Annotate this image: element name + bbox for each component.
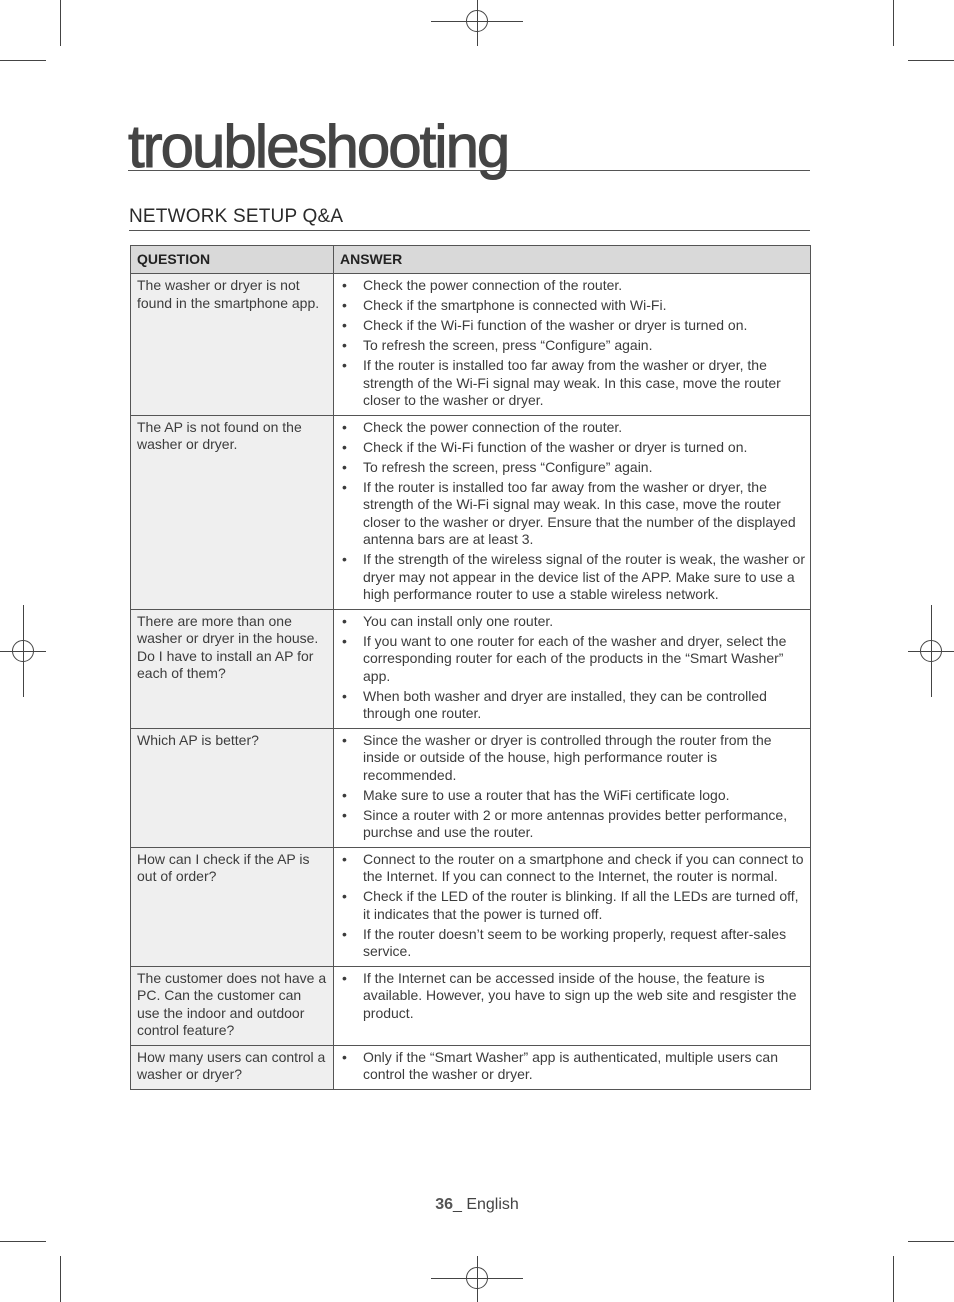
answer-item: • Make sure to use a router that has the WiFi certificate logo. <box>340 787 806 805</box>
answer-item: • Connect to the router on a smartphone and check if you can connect to the Internet. If you can connect to the Internet, the router is normal. <box>340 851 806 886</box>
answer-item: • If the router is installed too far away from the washer or dryer, the strength of the Wi-Fi signal may weak. In this case, move the router closer to the washer or dryer. <box>340 357 806 410</box>
answer-list <box>340 419 806 604</box>
answer-cell <box>334 1045 811 1089</box>
question-cell: How can I check if the AP is out of order? <box>131 847 334 966</box>
answer-cell <box>334 609 811 728</box>
registration-circle <box>466 10 488 32</box>
answer-item: • If you want to one router for each of the washer and dryer, select the corresponding router for each of the products in the “Smart Washer” app. <box>340 633 806 686</box>
crop-mark <box>0 1241 46 1242</box>
answer-item: • If the router is installed too far away from the washer or dryer, the strength of the Wi-Fi signal may weak. In this case, move the router closer to the washer or dryer. Ensure that the number of the displayed antenna bars are at least 3. <box>340 479 806 549</box>
section-title: NETWORK SETUP Q&A <box>129 206 810 231</box>
answer-list <box>340 970 806 1023</box>
answer-item: • Check if the Wi-Fi function of the washer or dryer is turned on. <box>340 317 806 335</box>
question-cell: The washer or dryer is not found in the smartphone app. <box>131 274 334 416</box>
question-cell: The customer does not have a PC. Can the customer can use the indoor and outdoor control feature? <box>131 966 334 1045</box>
table-row <box>131 728 811 847</box>
page-footer <box>0 1196 954 1214</box>
answer-item: • Only if the “Smart Washer” app is authenticated, multiple users can control the washer or dryer. <box>340 1049 806 1084</box>
answer-list <box>340 277 806 410</box>
page-number: 36 <box>435 1196 453 1213</box>
page-language: _ English <box>452 1196 519 1213</box>
answer-list <box>340 613 806 723</box>
page-title-text: troubleshooting <box>128 113 509 180</box>
registration-circle <box>466 1267 488 1289</box>
question-cell: How many users can control a washer or dryer? <box>131 1045 334 1089</box>
table-row <box>131 847 811 966</box>
answer-item: • When both washer and dryer are installed, they can be controlled through one router. <box>340 688 806 723</box>
answer-column-header: ANSWER <box>334 246 811 274</box>
page-title <box>128 112 810 180</box>
answer-cell <box>334 728 811 847</box>
crop-mark <box>908 60 954 61</box>
question-cell: Which AP is better? <box>131 728 334 847</box>
question-column-header: QUESTION <box>131 246 334 274</box>
answer-item: • If the router doesn’t seem to be working properly, request after-sales service. <box>340 926 806 961</box>
answer-item: • Since the washer or dryer is controlled through the router from the inside or outside of the house, high performance router is recommended. <box>340 732 806 785</box>
table-row <box>131 1045 811 1089</box>
crop-mark <box>60 1256 61 1302</box>
answer-item: • Since a router with 2 or more antennas provides better performance, purchse and use the router. <box>340 807 806 842</box>
answer-list <box>340 1049 806 1084</box>
crop-mark <box>893 0 894 46</box>
table-header-row <box>131 246 811 274</box>
table-row <box>131 966 811 1045</box>
answer-cell <box>334 415 811 609</box>
answer-item: • Check if the Wi-Fi function of the washer or dryer is turned on. <box>340 439 806 457</box>
registration-circle <box>12 640 34 662</box>
question-cell: The AP is not found on the washer or dryer. <box>131 415 334 609</box>
crop-mark <box>908 1241 954 1242</box>
question-cell: There are more than one washer or dryer in the house. Do I have to install an AP for each of them? <box>131 609 334 728</box>
table-row <box>131 274 811 416</box>
registration-circle <box>920 640 942 662</box>
answer-list <box>340 732 806 842</box>
crop-mark <box>0 60 46 61</box>
answer-item: • Check if the LED of the router is blinking. If all the LEDs are turned off, it indicates that the power is turned off. <box>340 888 806 923</box>
answer-cell <box>334 847 811 966</box>
answer-item: • Check the power connection of the router. <box>340 419 806 437</box>
crop-mark <box>893 1256 894 1302</box>
answer-cell <box>334 274 811 416</box>
answer-cell <box>334 966 811 1045</box>
crop-mark <box>60 0 61 46</box>
answer-item: • Check the power connection of the router. <box>340 277 806 295</box>
answer-list <box>340 851 806 961</box>
answer-item: • If the strength of the wireless signal of the router is weak, the washer or dryer may not appear in the device list of the APP. Make sure to use a high performance router to use a stable wireless network. <box>340 551 806 604</box>
answer-item: • To refresh the screen, press “Configure” again. <box>340 337 806 355</box>
answer-item: • Check if the smartphone is connected with Wi-Fi. <box>340 297 806 315</box>
answer-item: • You can install only one router. <box>340 613 806 631</box>
qa-table <box>130 245 811 1090</box>
answer-item: • To refresh the screen, press “Configure” again. <box>340 459 806 477</box>
table-row <box>131 609 811 728</box>
table-row <box>131 415 811 609</box>
answer-item: • If the Internet can be accessed inside of the house, the feature is available. However, you have to sign up the web site and resgister the product. <box>340 970 806 1023</box>
